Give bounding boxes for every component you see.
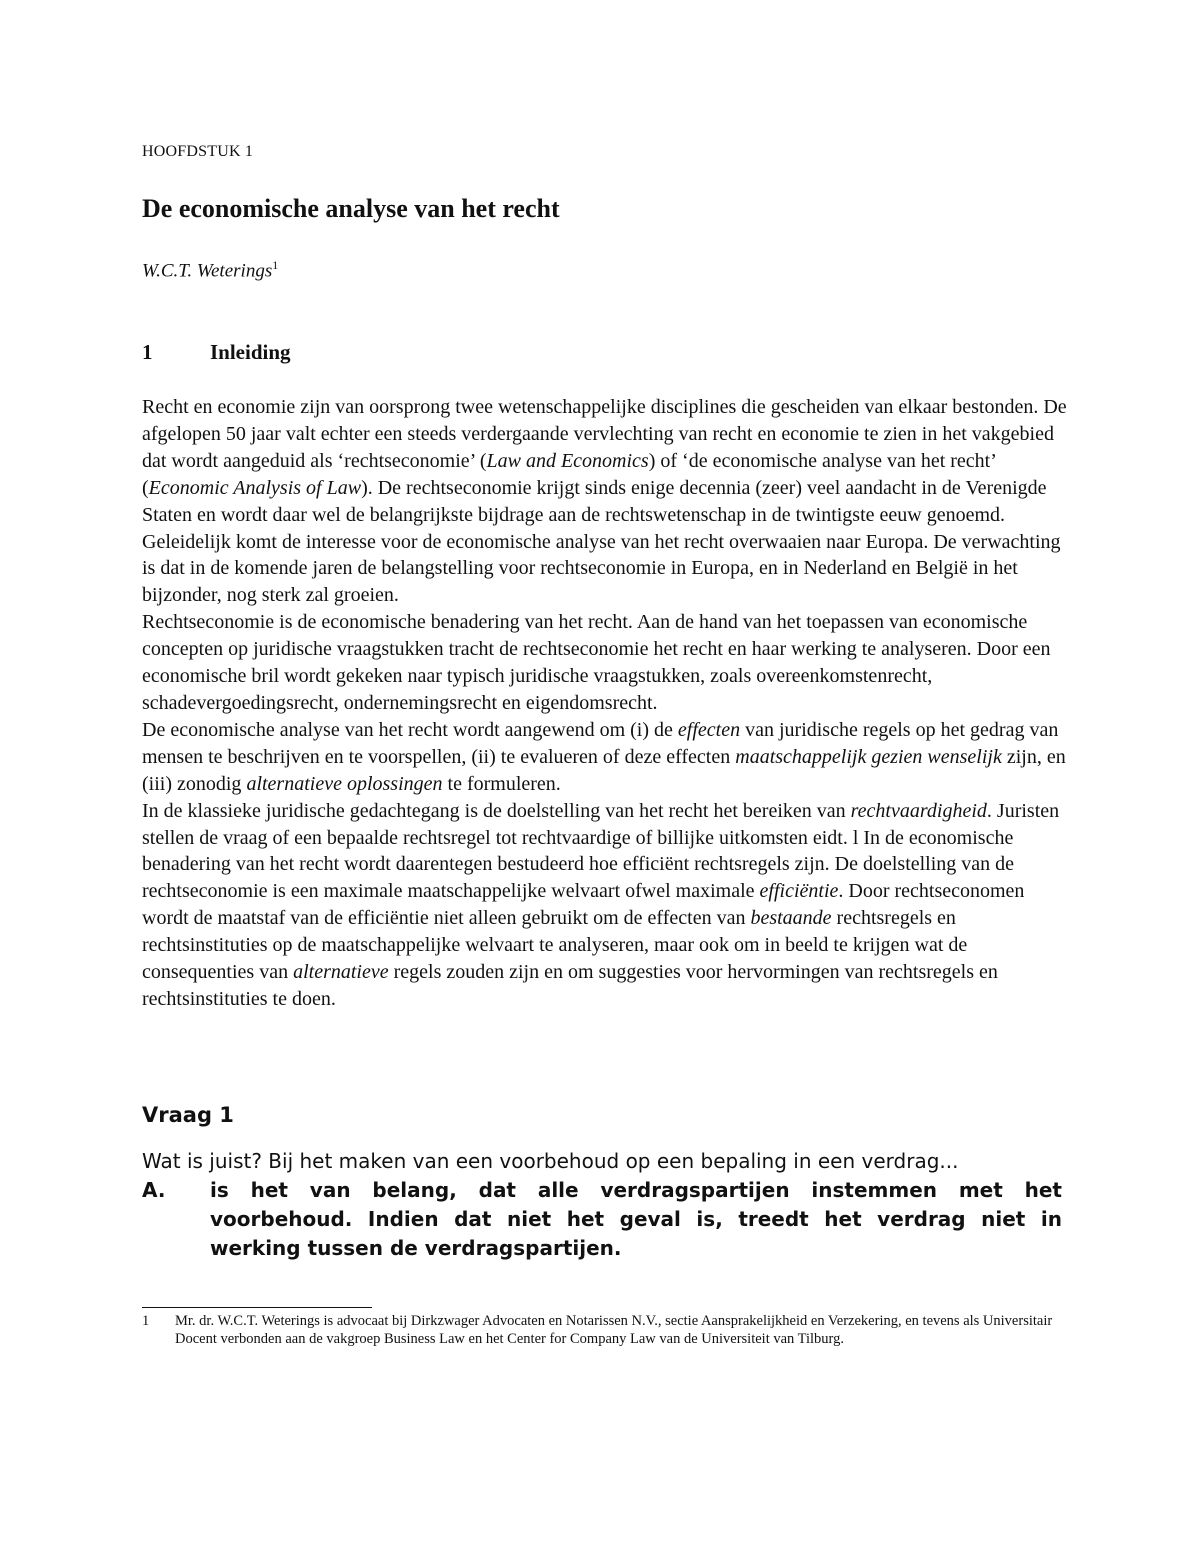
text-run: zijn, en (iii) zonodig [142, 745, 1066, 795]
text-run: Recht en economie zijn van oorsprong twee wetenschappelijke disciplines die gescheiden van elkaar bestonden. De afgelopen 50 jaar valt echter een steeds verdergaande vervlechting van recht en economie te zien in het vakgebied dat wordt aangeduid als ‘rechtseconomie’ ( [142, 396, 1067, 472]
footnote-separator [142, 1307, 372, 1308]
question-label: Vraag 1 [142, 1103, 234, 1127]
footnote [142, 1313, 1062, 1348]
text-run: rechtsregels en rechtsinstituties op de maatschappelijke welvaart te analyseren, maar ook om in beeld te krijgen wat de consequenties van [142, 907, 968, 984]
option-letter: A. [142, 1178, 166, 1202]
paragraph-3 [142, 717, 1072, 798]
italic-run: Law and Economics [486, 449, 649, 472]
question-block [142, 1097, 1062, 1263]
paragraph-4 [142, 798, 1072, 1013]
author-name: W.C.T. Weterings [142, 260, 273, 282]
text-run: te formuleren. [442, 772, 561, 795]
question-text: Wat is juist? Bij het maken van een voorbehoud op een bepaling in een verdrag... [142, 1149, 959, 1173]
italic-run: bestaande [750, 907, 832, 930]
section-heading [142, 340, 291, 365]
option-text: is het van belang, dat alle verdragspartijen instemmen met het voorbehoud. Indien dat niet het geval is, treedt het verdrag niet in werking tussen de verdragspartijen. [210, 1178, 1062, 1260]
text-run: van juridische regels op het gedrag van mensen te beschrijven en te voorspellen, (ii) te evalueren of deze effecten [142, 718, 1059, 768]
text-run: In de klassieke juridische gedachtegang is de doelstelling van het recht het bereiken van [142, 799, 851, 822]
italic-run: Economic Analysis of Law [148, 476, 362, 499]
document-title: De economische analyse van het recht [142, 194, 560, 223]
section-title: Inleiding [210, 340, 291, 364]
text-run: ) of ‘de economische analyse van het recht’ ( [142, 449, 996, 499]
text-run: De economische analyse van het recht wordt aangewend om (i) de [142, 718, 678, 741]
author-line [142, 258, 278, 282]
chapter-label: HOOFDSTUK 1 [142, 143, 254, 160]
text-run: regels zouden zijn en om suggesties voor hervormingen van rechtsregels en rechtsinstituties te doen. [142, 961, 998, 1010]
italic-run: alternatieve [293, 961, 389, 984]
footnote-number: 1 [142, 1313, 150, 1329]
section-number: 1 [142, 340, 153, 364]
paragraph-1 [142, 394, 1072, 609]
answer-option-a[interactable] [142, 1176, 1062, 1263]
footnote-text: Mr. dr. W.C.T. Weterings is advocaat bij Dirkzwager Advocaten en Notarissen N.V., sectie Aansprakelijkheid en Verzekering, en tevens als Universitair Docent verbonden aan de vakgroep Business Law en het Center for Company Law van de Universiteit van Tilburg. [175, 1313, 1053, 1347]
body-text [142, 394, 1072, 1013]
italic-run: rechtvaardigheid [850, 799, 987, 822]
italic-run: maatschappelijk gezien wenselijk [735, 745, 1002, 768]
italic-run: alternatieve oplossingen [246, 772, 443, 795]
italic-run: efficiëntie [759, 880, 839, 903]
text-run: ). De rechtseconomie krijgt sinds enige decennia (zeer) veel aandacht in de Verenigde Staten en wordt daar wel de belangrijkste bijdrage aan de rechtswetenschap in de twintigste eeuw genoemd. Geleidelijk komt de interesse voor de economische analyse van het recht overwaaien naar Europa. De verwachting is dat in de komende jaren de belangstelling voor rechtseconomie in Europa, en in Nederland en België in het bijzonder, nog sterk zal groeien. [142, 476, 1061, 607]
author-footnote-ref[interactable]: 1 [272, 258, 279, 272]
text-run: . Door rechtseconomen wordt de maatstaf van de efficiëntie niet alleen gebruikt om de effecten van [142, 880, 1025, 930]
paragraph-2: Rechtseconomie is de economische benadering van het recht. Aan de hand van het toepassen van economische concepten op juridische vraagstukken tracht de rechtseconomie het recht en haar werking te analyseren. Door een economische bril wordt gekeken naar typisch juridische vraagstukken, zoals overeenkomstenrecht, schadevergoedingsrecht, ondernemingsrecht en eigendomsrecht. [142, 611, 1051, 714]
italic-run: effecten [677, 718, 741, 741]
text-run: . Juristen stellen de vraag of een bepaalde rechtsregel tot rechtvaardige of billijke uitkomsten eidt. l In de economische benadering van het recht wordt daarentegen bestudeerd hoe efficiënt rechtsregels zijn. De doelstelling van de rechtseconomie is een maximale maatschappelijke welvaart ofwel maximale [142, 799, 1060, 903]
